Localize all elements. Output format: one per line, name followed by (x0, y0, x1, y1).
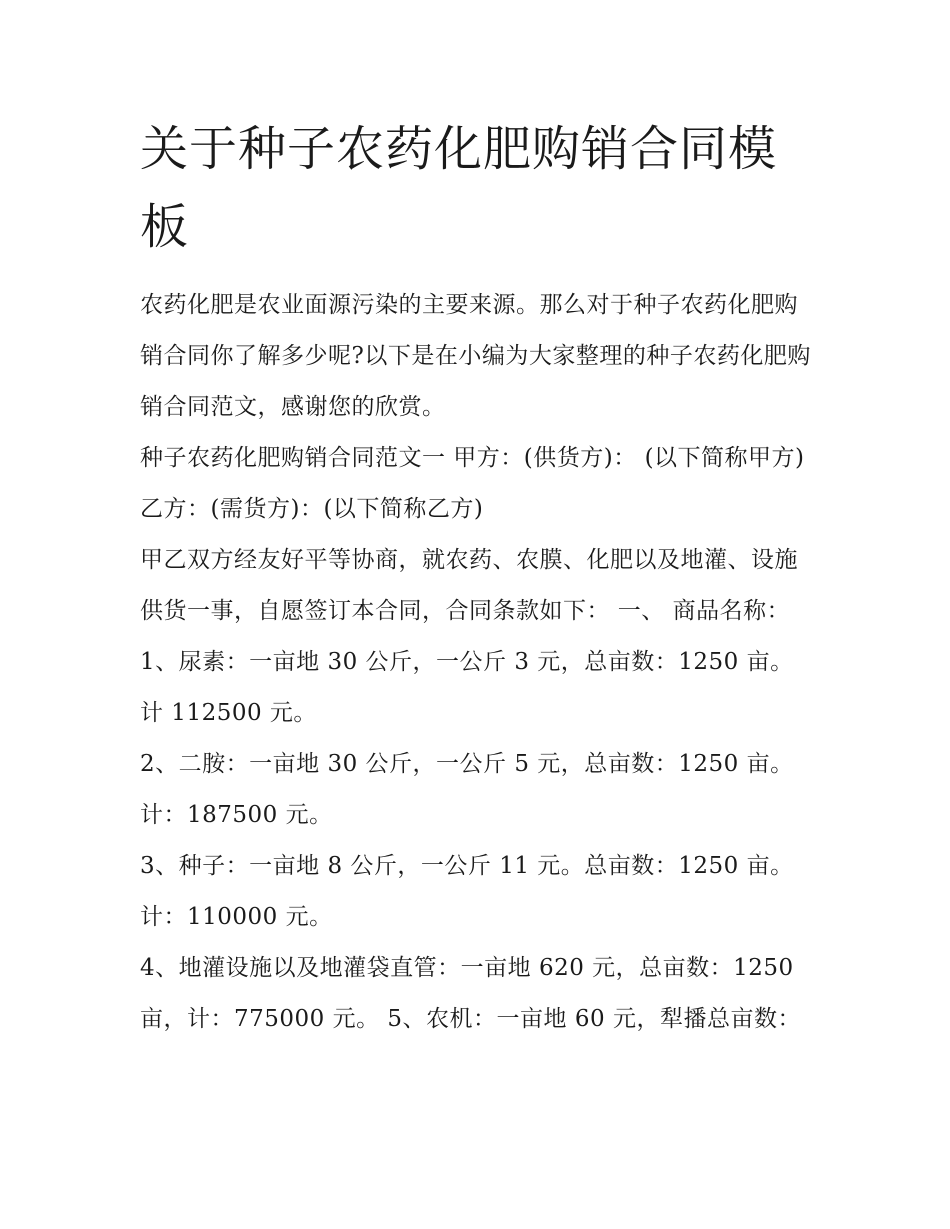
document-title: 关于种子农药化肥购销合同模板 (140, 121, 778, 255)
paragraph-item-irrigation: 4、地灌设施以及地灌袋直管：一亩地 620 元，总亩数：1250 亩，计：775000 元。 5、农机：一亩地 60 元，犁播总亩数： (140, 955, 801, 1032)
document-page (140, 110, 820, 1045)
paragraph-parties: 种子农药化肥购销合同范文一 甲方：(供货方)： (以下简称甲方) 乙方：(需货方)：(以下简称乙方) (140, 445, 805, 522)
paragraph-item-diammonium: 2、二胺：一亩地 30 公斤，一公斤 5 元，总亩数：1250 亩。 计：187500 元。 (140, 751, 794, 828)
paragraph-intro: 农药化肥是农业面源污染的主要来源。那么对于种子农药化肥购销合同你了解多少呢?以下是在小编为大家整理的种子农药化肥购销合同范文，感谢您的欣赏。 (140, 292, 811, 420)
document-body (140, 280, 820, 1045)
paragraph-item-urea: 1、尿素：一亩地 30 公斤，一公斤 3 元，总亩数：1250 亩。 计 112500 元。 (140, 649, 794, 726)
paragraph-item-seeds: 3、种子：一亩地 8 公斤，一公斤 11 元。总亩数：1250 亩。 计：110000 元。 (140, 853, 794, 930)
paragraph-agreement: 甲乙双方经友好平等协商，就农药、农膜、化肥以及地灌、设施供货一事，自愿签订本合同，合同条款如下： 一、 商品名称： (140, 547, 798, 624)
